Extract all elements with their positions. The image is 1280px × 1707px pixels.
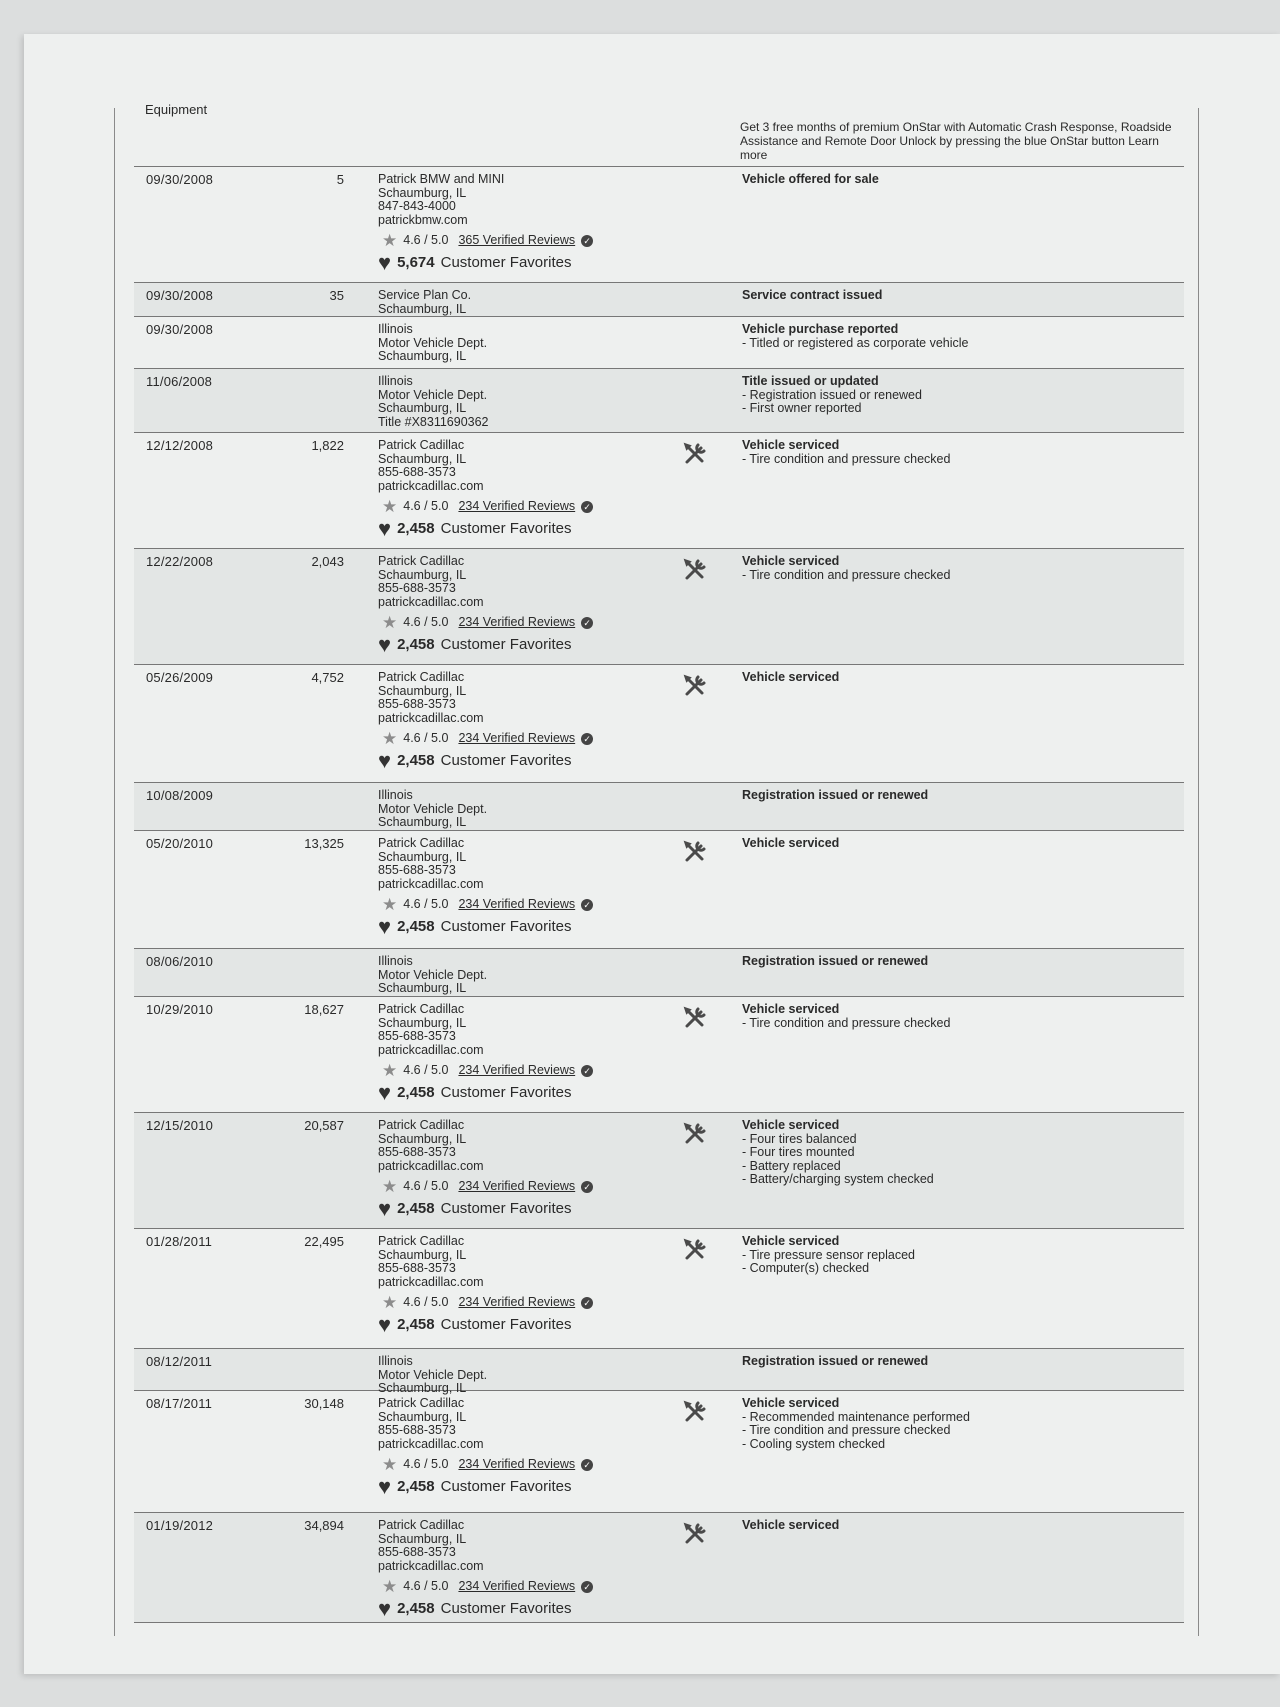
record-comments <box>742 173 1172 187</box>
event-detail: - Titled or registered as corporate vehicle <box>742 335 969 350</box>
vehicle-history-table <box>134 100 1184 1623</box>
rating-value: 4.6 / 5.0 <box>403 615 449 630</box>
rating-value: 4.6 / 5.0 <box>403 731 449 746</box>
source-line: Motor Vehicle Dept. <box>378 335 488 350</box>
verified-check-icon: ✓ <box>581 617 593 629</box>
service-tools-icon <box>682 1521 708 1547</box>
favorites-label: Customer Favorites <box>440 636 572 654</box>
source-line: Schaumburg, IL <box>378 1409 467 1424</box>
history-row <box>134 167 1184 283</box>
favorites-count: 2,458 <box>397 520 435 538</box>
record-mileage: 22,495 <box>304 1234 344 1249</box>
record-date: 09/30/2008 <box>146 288 214 303</box>
source-line: patrickcadillac.com <box>378 876 484 891</box>
verified-check-icon: ✓ <box>581 899 593 911</box>
event-title: Vehicle serviced <box>742 1002 840 1016</box>
star-icon: ★ <box>382 497 398 516</box>
record-date: 12/12/2008 <box>146 438 214 453</box>
verified-check-icon: ✓ <box>581 1581 593 1593</box>
verified-reviews-link[interactable]: 234 Verified Reviews <box>458 1295 576 1310</box>
favorites-count: 2,458 <box>397 1084 435 1102</box>
source-line: Schaumburg, IL <box>378 301 467 316</box>
history-row <box>134 283 1184 317</box>
record-source <box>378 1118 593 1221</box>
record-date: 08/17/2011 <box>146 1396 213 1411</box>
customer-favorites <box>378 914 593 939</box>
customer-favorites <box>378 1312 593 1337</box>
star-icon: ★ <box>382 1177 398 1196</box>
history-row <box>134 1391 1184 1513</box>
customer-favorites <box>378 250 593 275</box>
record-source <box>378 438 593 541</box>
source-line: Patrick Cadillac <box>378 836 465 850</box>
rating-value: 4.6 / 5.0 <box>403 1179 449 1194</box>
event-title: Vehicle serviced <box>742 554 840 568</box>
source-line: Patrick Cadillac <box>378 1518 465 1532</box>
source-line: Schaumburg, IL <box>378 1381 467 1395</box>
record-source <box>378 172 593 275</box>
service-tools-icon <box>682 1121 708 1147</box>
star-icon: ★ <box>382 1061 398 1080</box>
record-source <box>378 554 593 657</box>
event-detail: - Tire condition and pressure checked <box>742 1423 951 1437</box>
record-mileage: 18,627 <box>304 1002 344 1017</box>
favorites-label: Customer Favorites <box>440 1200 572 1218</box>
source-line: Schaumburg, IL <box>378 451 467 466</box>
source-line: Schaumburg, IL <box>378 1131 467 1146</box>
dealer-rating <box>382 1177 593 1196</box>
record-comments <box>742 671 1172 685</box>
record-comments <box>742 1519 1172 1533</box>
verified-reviews-link[interactable]: 234 Verified Reviews <box>458 1579 576 1594</box>
record-comments <box>742 289 1172 303</box>
heart-icon: ♥ <box>378 1596 392 1621</box>
event-title: Vehicle purchase reported <box>742 322 899 336</box>
verified-reviews-link[interactable]: 234 Verified Reviews <box>458 615 576 630</box>
record-date: 05/26/2009 <box>146 670 214 685</box>
event-detail: - Tire condition and pressure checked <box>742 451 951 466</box>
favorites-count: 2,458 <box>397 1478 435 1496</box>
heart-icon: ♥ <box>378 516 392 541</box>
dealer-rating <box>382 231 593 250</box>
customer-favorites <box>378 1080 593 1105</box>
source-line: patrickcadillac.com <box>378 1436 484 1451</box>
source-line: patrickcadillac.com <box>378 1558 484 1573</box>
event-title: Vehicle serviced <box>742 1518 840 1532</box>
favorites-label: Customer Favorites <box>440 1600 572 1618</box>
record-mileage: 20,587 <box>304 1118 344 1133</box>
favorites-label: Customer Favorites <box>440 520 572 538</box>
record-comments <box>742 1397 1172 1451</box>
source-line: 855-688-3573 <box>378 581 456 595</box>
record-source <box>378 789 487 830</box>
source-line: Service Plan Co. <box>378 288 472 302</box>
source-line: Schaumburg, IL <box>378 1015 467 1030</box>
record-mileage: 1,822 <box>311 438 344 453</box>
dealer-rating <box>382 1061 593 1080</box>
source-line: Schaumburg, IL <box>378 981 467 995</box>
favorites-count: 2,458 <box>397 1316 435 1334</box>
record-date: 09/30/2008 <box>146 322 214 337</box>
event-detail: - Registration issued or renewed <box>742 387 922 402</box>
heart-icon: ♥ <box>378 1080 392 1105</box>
record-comments <box>742 1235 1172 1276</box>
record-source <box>378 670 593 773</box>
record-source <box>378 1518 593 1621</box>
dealer-rating <box>382 895 593 914</box>
source-line: Illinois <box>378 954 413 968</box>
record-mileage: 2,043 <box>311 554 344 569</box>
record-date: 08/06/2010 <box>146 954 214 969</box>
record-source <box>378 1396 593 1499</box>
source-line: Illinois <box>378 374 413 388</box>
record-comments <box>742 1355 1172 1369</box>
favorites-label: Customer Favorites <box>440 1478 572 1496</box>
page-border-left <box>114 108 115 1636</box>
dealer-rating <box>382 1577 593 1596</box>
source-line: Schaumburg, IL <box>378 1531 467 1546</box>
rating-value: 4.6 / 5.0 <box>403 499 449 514</box>
source-line: Schaumburg, IL <box>378 1247 467 1262</box>
event-detail: - Tire condition and pressure checked <box>742 1015 951 1030</box>
record-comments <box>742 1119 1172 1187</box>
record-comments <box>742 375 1172 416</box>
source-line: 847-843-4000 <box>378 199 456 213</box>
heart-icon: ♥ <box>378 250 392 275</box>
record-comments <box>742 1003 1172 1030</box>
event-title: Vehicle offered for sale <box>742 172 879 186</box>
source-line: Schaumburg, IL <box>378 849 467 864</box>
favorites-label: Customer Favorites <box>440 918 572 936</box>
rating-value: 4.6 / 5.0 <box>403 897 449 912</box>
favorites-count: 5,674 <box>397 254 435 272</box>
dealer-rating <box>382 1455 593 1474</box>
service-tools-icon <box>682 1399 708 1425</box>
source-line: patrickcadillac.com <box>378 1158 484 1173</box>
source-line: Illinois <box>378 1354 413 1368</box>
source-line: Motor Vehicle Dept. <box>378 801 488 816</box>
favorites-count: 2,458 <box>397 918 435 936</box>
record-mileage: 4,752 <box>311 670 344 685</box>
event-title: Vehicle serviced <box>742 438 840 452</box>
source-line: Title #X8311690362 <box>378 414 489 429</box>
event-detail: - Battery replaced <box>742 1158 841 1173</box>
event-title: Registration issued or renewed <box>742 788 929 802</box>
record-date: 09/30/2008 <box>146 172 214 187</box>
heart-icon: ♥ <box>378 914 392 939</box>
source-line: patrickcadillac.com <box>378 478 484 493</box>
rating-value: 4.6 / 5.0 <box>403 233 449 248</box>
source-line: Illinois <box>378 322 413 336</box>
record-date: 01/19/2012 <box>146 1518 214 1533</box>
event-detail: - Computer(s) checked <box>742 1261 870 1275</box>
verified-check-icon: ✓ <box>581 1065 593 1077</box>
source-line: Illinois <box>378 788 413 802</box>
event-detail: - Cooling system checked <box>742 1436 886 1451</box>
event-detail: - Battery/charging system checked <box>742 1172 934 1186</box>
record-source <box>378 1355 487 1396</box>
event-title: Title issued or updated <box>742 374 879 388</box>
record-comments <box>742 439 1172 466</box>
history-row <box>134 1349 1184 1395</box>
source-line: 855-688-3573 <box>378 1145 456 1159</box>
verified-reviews-link[interactable]: 234 Verified Reviews <box>458 1457 576 1472</box>
source-line: Patrick Cadillac <box>378 1002 465 1016</box>
source-line: 855-688-3573 <box>378 1261 456 1275</box>
verified-reviews-link[interactable]: 234 Verified Reviews <box>458 499 576 514</box>
record-date: 01/28/2011 <box>146 1234 213 1249</box>
history-row <box>134 433 1184 549</box>
source-line: patrickcadillac.com <box>378 710 484 725</box>
star-icon: ★ <box>382 1577 398 1596</box>
source-line: Schaumburg, IL <box>378 815 467 829</box>
verified-reviews-link[interactable]: 365 Verified Reviews <box>458 233 576 248</box>
verified-check-icon: ✓ <box>581 501 593 513</box>
history-row <box>134 317 1184 369</box>
star-icon: ★ <box>382 1455 398 1474</box>
verified-reviews-link[interactable]: 234 Verified Reviews <box>458 1179 576 1194</box>
dealer-rating <box>382 729 593 748</box>
event-detail: - Tire pressure sensor replaced <box>742 1247 915 1262</box>
record-source <box>378 375 489 429</box>
favorites-label: Customer Favorites <box>440 1084 572 1102</box>
customer-favorites <box>378 748 593 773</box>
star-icon: ★ <box>382 231 398 250</box>
service-tools-icon <box>682 839 708 865</box>
source-line: Patrick Cadillac <box>378 1234 465 1248</box>
dealer-rating <box>382 1293 593 1312</box>
verified-check-icon: ✓ <box>581 235 593 247</box>
event-title: Registration issued or renewed <box>742 954 929 968</box>
event-title: Vehicle serviced <box>742 1396 840 1410</box>
source-line: patrickbmw.com <box>378 212 468 227</box>
page-border-right <box>1198 108 1199 1636</box>
source-line: Motor Vehicle Dept. <box>378 967 488 982</box>
source-line: 855-688-3573 <box>378 465 456 479</box>
history-row <box>134 997 1184 1113</box>
event-detail: - First owner reported <box>742 401 862 415</box>
history-row <box>134 783 1184 831</box>
rating-value: 4.6 / 5.0 <box>403 1063 449 1078</box>
record-date: 11/06/2008 <box>146 374 213 389</box>
verified-check-icon: ✓ <box>581 733 593 745</box>
source-line: Schaumburg, IL <box>378 185 467 200</box>
favorites-count: 2,458 <box>397 752 435 770</box>
heart-icon: ♥ <box>378 632 392 657</box>
customer-favorites <box>378 1596 593 1621</box>
service-tools-icon <box>682 673 708 699</box>
history-row <box>134 1229 1184 1349</box>
event-detail: - Recommended maintenance performed <box>742 1409 970 1424</box>
record-source <box>378 1002 593 1105</box>
record-comments <box>742 837 1172 851</box>
service-tools-icon <box>682 441 708 467</box>
favorites-label: Customer Favorites <box>440 1316 572 1334</box>
source-line: Patrick Cadillac <box>378 1396 465 1410</box>
verified-reviews-link[interactable]: 234 Verified Reviews <box>458 731 576 746</box>
history-row <box>134 549 1184 665</box>
record-source <box>378 289 471 316</box>
customer-favorites <box>378 632 593 657</box>
record-source <box>378 836 593 939</box>
service-tools-icon <box>682 1005 708 1031</box>
history-rows <box>134 167 1184 1623</box>
record-mileage: 34,894 <box>304 1518 344 1533</box>
record-date: 05/20/2010 <box>146 836 214 851</box>
record-source <box>378 955 487 996</box>
record-mileage: 35 <box>329 288 344 303</box>
source-line: Patrick Cadillac <box>378 670 465 684</box>
event-detail: - Tire condition and pressure checked <box>742 567 951 582</box>
event-detail: - Four tires balanced <box>742 1131 857 1146</box>
event-title: Vehicle serviced <box>742 836 840 850</box>
star-icon: ★ <box>382 895 398 914</box>
verified-reviews-link[interactable]: 234 Verified Reviews <box>458 1063 576 1078</box>
history-row <box>134 1513 1184 1623</box>
favorites-label: Customer Favorites <box>440 254 572 272</box>
favorites-label: Customer Favorites <box>440 752 572 770</box>
favorites-count: 2,458 <box>397 1200 435 1218</box>
heart-icon: ♥ <box>378 1196 392 1221</box>
customer-favorites <box>378 516 593 541</box>
record-comments <box>742 323 1172 350</box>
source-line: patrickcadillac.com <box>378 1042 484 1057</box>
equipment-section <box>134 100 1184 167</box>
record-mileage: 30,148 <box>304 1396 344 1411</box>
service-tools-icon <box>682 557 708 583</box>
event-title: Service contract issued <box>742 288 883 302</box>
source-line: Patrick BMW and MINI <box>378 172 505 186</box>
heart-icon: ♥ <box>378 748 392 773</box>
event-title: Vehicle serviced <box>742 1118 840 1132</box>
record-source <box>378 323 487 364</box>
heart-icon: ♥ <box>378 1312 392 1337</box>
favorites-count: 2,458 <box>397 636 435 654</box>
record-date: 10/29/2010 <box>146 1002 214 1017</box>
rating-value: 4.6 / 5.0 <box>403 1457 449 1472</box>
service-tools-icon <box>682 1237 708 1263</box>
verified-check-icon: ✓ <box>581 1181 593 1193</box>
source-line: 855-688-3573 <box>378 863 456 877</box>
history-row <box>134 831 1184 949</box>
record-comments <box>742 555 1172 582</box>
star-icon: ★ <box>382 1293 398 1312</box>
dealer-rating <box>382 613 593 632</box>
record-mileage: 13,325 <box>304 836 344 851</box>
source-line: 855-688-3573 <box>378 1423 456 1437</box>
source-line: Schaumburg, IL <box>378 401 467 415</box>
rating-value: 4.6 / 5.0 <box>403 1295 449 1310</box>
record-comments <box>742 789 1172 803</box>
source-line: patrickcadillac.com <box>378 1274 484 1289</box>
record-date: 08/12/2011 <box>146 1354 213 1369</box>
event-title: Vehicle serviced <box>742 1234 840 1248</box>
history-row <box>134 665 1184 783</box>
source-line: Schaumburg, IL <box>378 349 467 363</box>
star-icon: ★ <box>382 613 398 632</box>
favorites-count: 2,458 <box>397 1600 435 1618</box>
history-row <box>134 1113 1184 1229</box>
source-line: 855-688-3573 <box>378 697 456 711</box>
source-line: Schaumburg, IL <box>378 567 467 582</box>
star-icon: ★ <box>382 729 398 748</box>
record-mileage: 5 <box>336 172 344 187</box>
verified-reviews-link[interactable]: 234 Verified Reviews <box>458 897 576 912</box>
customer-favorites <box>378 1196 593 1221</box>
event-title: Vehicle serviced <box>742 670 840 684</box>
source-line: patrickcadillac.com <box>378 594 484 609</box>
verified-check-icon: ✓ <box>581 1297 593 1309</box>
dealer-rating <box>382 497 593 516</box>
record-date: 10/08/2009 <box>146 788 214 803</box>
source-line: 855-688-3573 <box>378 1029 456 1043</box>
history-row <box>134 369 1184 433</box>
verified-check-icon: ✓ <box>581 1459 593 1471</box>
customer-favorites <box>378 1474 593 1499</box>
record-date: 12/22/2008 <box>146 554 214 569</box>
record-source <box>378 1234 593 1337</box>
record-date: 12/15/2010 <box>146 1118 214 1133</box>
onstar-promo-text: Get 3 free months of premium OnStar with Automatic Crash Response, Roadside Assistance and Remote Door Unlock by pressing the blue OnStar button Learn more <box>740 120 1172 162</box>
equipment-label: Equipment <box>145 102 208 117</box>
event-detail: - Four tires mounted <box>742 1145 855 1159</box>
heart-icon: ♥ <box>378 1474 392 1499</box>
source-line: Motor Vehicle Dept. <box>378 387 488 402</box>
history-row <box>134 949 1184 997</box>
source-line: Patrick Cadillac <box>378 1118 465 1132</box>
source-line: Motor Vehicle Dept. <box>378 1367 488 1382</box>
rating-value: 4.6 / 5.0 <box>403 1579 449 1594</box>
event-title: Registration issued or renewed <box>742 1354 929 1368</box>
source-line: Patrick Cadillac <box>378 438 465 452</box>
source-line: Patrick Cadillac <box>378 554 465 568</box>
source-line: Schaumburg, IL <box>378 683 467 698</box>
record-comments <box>742 955 1172 969</box>
source-line: 855-688-3573 <box>378 1545 456 1559</box>
